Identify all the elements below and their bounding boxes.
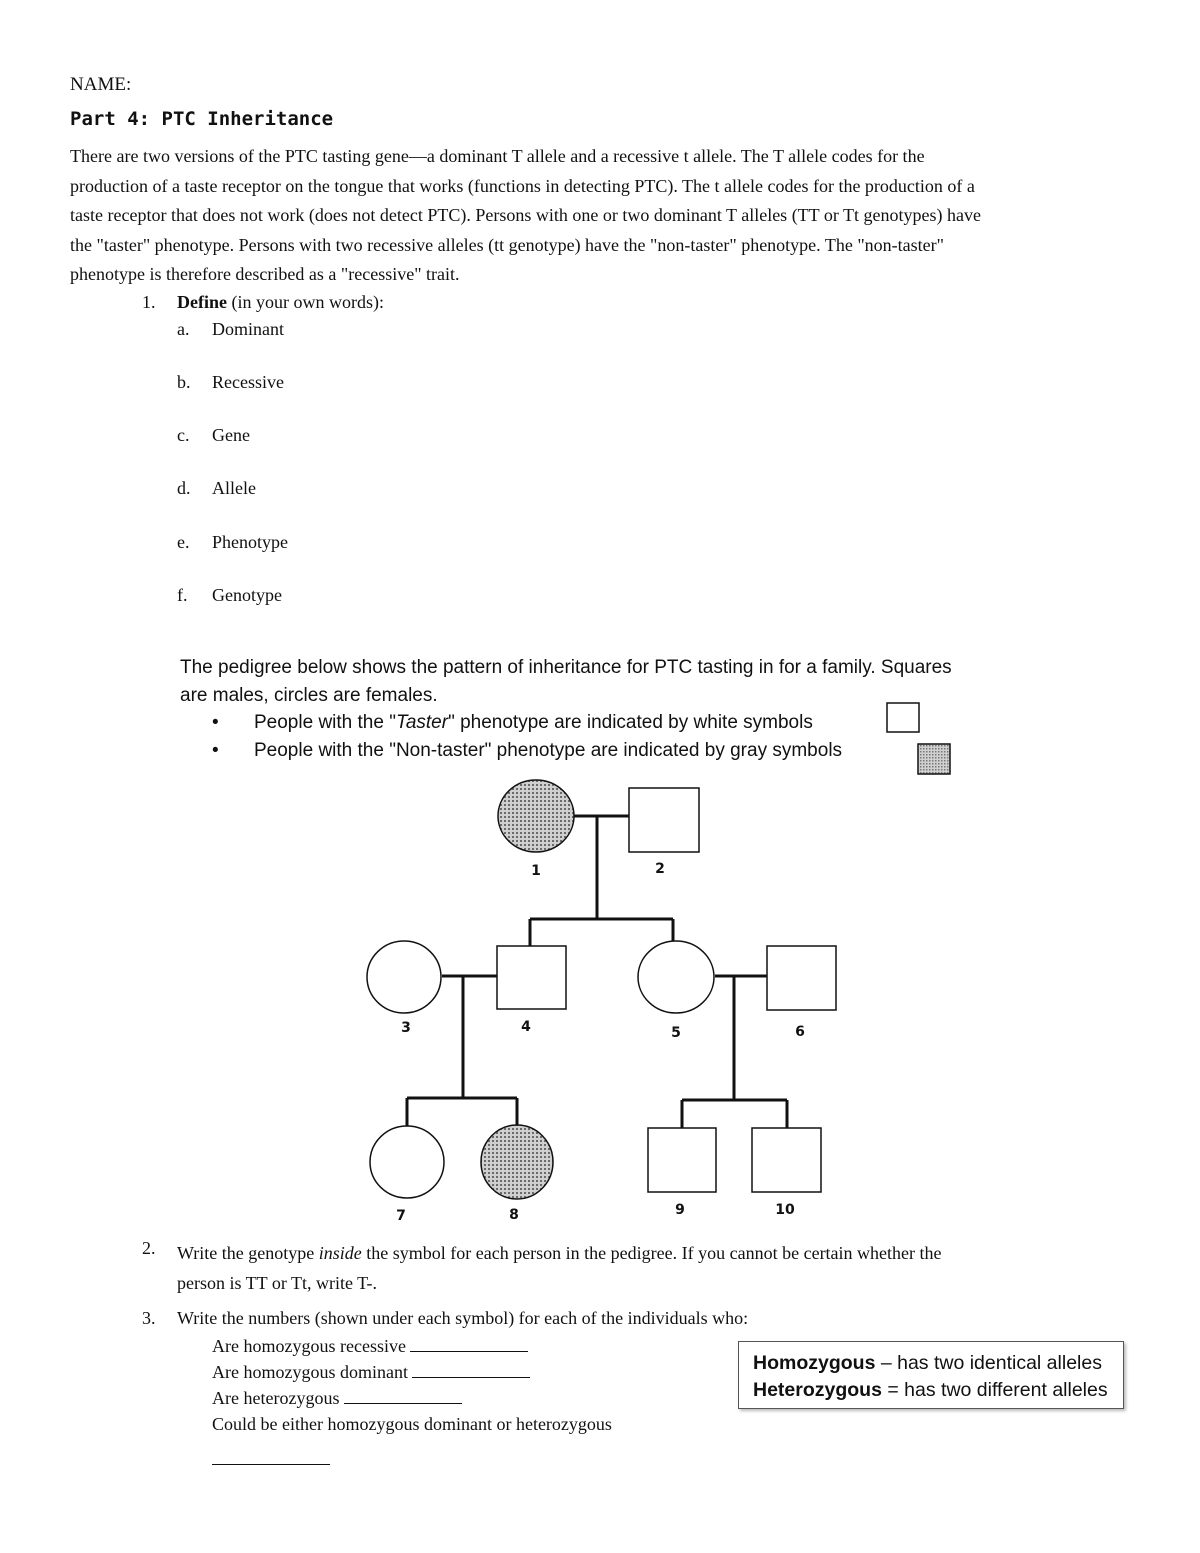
q1-rest: (in your own words):: [226, 292, 384, 312]
q2-text: the symbol for each person in the pedigree. If you cannot be certain whether the: [361, 1243, 942, 1263]
q2-line: person is TT or Tt, write T-.: [177, 1273, 377, 1293]
answer-blank[interactable]: [412, 1361, 530, 1378]
individual-8-symbol: [481, 1125, 553, 1199]
q3-item-heterozygous: [212, 1387, 462, 1409]
q3-item-homozygous-recessive: [212, 1335, 528, 1357]
legend-symbols: [884, 700, 954, 778]
label-8: 8: [509, 1207, 519, 1223]
definitions-box: [738, 1341, 1124, 1409]
definition-heterozygous: [753, 1377, 1123, 1404]
label-1: 1: [531, 863, 541, 879]
answer-blank[interactable]: [344, 1387, 462, 1404]
bullet-text: " phenotype are indicated by white symbols: [448, 712, 813, 733]
label-2: 2: [655, 861, 665, 877]
term-dominant: Dominant: [212, 319, 284, 339]
q2-prompt: [177, 1238, 942, 1298]
bullet-text: People with the ": [254, 712, 396, 733]
q3-prompt: Write the numbers (shown under each symbol) for each of the individuals who:: [177, 1308, 749, 1328]
intro-line: the "taster" phenotype. Persons with two recessive alleles (tt genotype) have the "non-taster" phenotype. The "non-taster": [70, 234, 945, 255]
term-gene: Gene: [212, 425, 250, 445]
q2-line: [177, 1238, 942, 1268]
term-phenotype: Phenotype: [212, 532, 288, 552]
q2-number: 2.: [142, 1238, 156, 1258]
individual-10-symbol: [752, 1128, 821, 1192]
bullet-taster: [254, 712, 813, 734]
individual-6-symbol: [767, 946, 836, 1010]
q1-bold: Define: [177, 292, 227, 312]
intro-line: There are two versions of the PTC tasting gene—a dominant T allele and a recessive t allele. The T allele codes for the: [70, 146, 925, 166]
q3-item-either: Could be either homozygous dominant or heterozygous: [212, 1414, 612, 1434]
term-recessive: Recessive: [212, 372, 284, 392]
individual-2-symbol: [629, 788, 699, 852]
intro-line: taste receptor that does not work (does not detect PTC). Persons with one or two dominant T alleles (TT or Tt genotypes) have: [70, 205, 981, 226]
definition-homozygous: [753, 1350, 1123, 1377]
q3-item-homozygous-dominant: [212, 1361, 530, 1383]
definition-text: = has two different alleles: [881, 1379, 1108, 1401]
q1-prompt: [177, 292, 384, 313]
q3-number: 3.: [142, 1308, 156, 1328]
individual-7-symbol: [370, 1126, 444, 1198]
pedigree-lines: [407, 816, 787, 1128]
q3-item-label: Are homozygous recessive: [212, 1336, 406, 1356]
part-title: Part 4: PTC Inheritance: [70, 108, 334, 130]
label-5: 5: [671, 1025, 681, 1041]
individual-1-symbol: [498, 780, 574, 852]
term-genotype: Genotype: [212, 585, 282, 605]
bullet-dot: •: [212, 740, 219, 761]
pedigree-labels: [396, 861, 805, 1224]
definition-term: Heterozygous: [753, 1379, 882, 1401]
term-letter: f.: [177, 585, 188, 605]
individual-4-symbol: [497, 946, 566, 1009]
term-allele: Allele: [212, 478, 256, 498]
definition-term: Homozygous: [753, 1352, 876, 1374]
pedigree-intro-line: are males, circles are females.: [180, 685, 438, 706]
q2-emphasis: inside: [318, 1243, 362, 1263]
bullet-emphasis: Taster: [395, 712, 449, 733]
name-label: NAME:: [70, 74, 132, 95]
bullet-nontaster: People with the "Non-taster" phenotype are indicated by gray symbols: [254, 740, 843, 761]
term-letter: a.: [177, 319, 190, 339]
q2-text: Write the genotype: [177, 1243, 319, 1263]
label-6: 6: [795, 1024, 805, 1040]
pedigree-symbols: [367, 780, 836, 1199]
definition-text: – has two identical alleles: [875, 1352, 1102, 1374]
label-3: 3: [401, 1020, 411, 1036]
intro-line: phenotype is therefore described as a "recessive" trait.: [70, 264, 460, 285]
individual-3-symbol: [367, 941, 441, 1013]
label-4: 4: [521, 1019, 531, 1035]
label-9: 9: [675, 1202, 685, 1218]
label-7: 7: [396, 1208, 406, 1224]
pedigree-chart: [360, 776, 850, 1226]
term-letter: e.: [177, 532, 190, 552]
term-letter: c.: [177, 425, 190, 445]
bullet-dot: •: [212, 712, 219, 733]
label-10: 10: [775, 1202, 795, 1218]
legend-white-square: [887, 703, 919, 732]
term-letter: b.: [177, 372, 191, 392]
answer-blank[interactable]: [410, 1335, 528, 1352]
intro-paragraph: [70, 142, 1140, 290]
term-letter: d.: [177, 478, 191, 498]
q3-item-label: Are heterozygous: [212, 1388, 340, 1408]
intro-line: production of a taste receptor on the tongue that works (functions in detecting PTC). The t allele codes for the production of a: [70, 175, 975, 196]
individual-9-symbol: [648, 1128, 716, 1192]
q3-item-label: Are homozygous dominant: [212, 1362, 408, 1382]
pedigree-intro-line: The pedigree below shows the pattern of inheritance for PTC tasting in for a family. Squares: [180, 657, 952, 678]
individual-5-symbol: [638, 941, 714, 1013]
q1-number: 1.: [142, 292, 156, 312]
legend-gray-square: [918, 744, 950, 774]
answer-blank[interactable]: [212, 1448, 330, 1465]
